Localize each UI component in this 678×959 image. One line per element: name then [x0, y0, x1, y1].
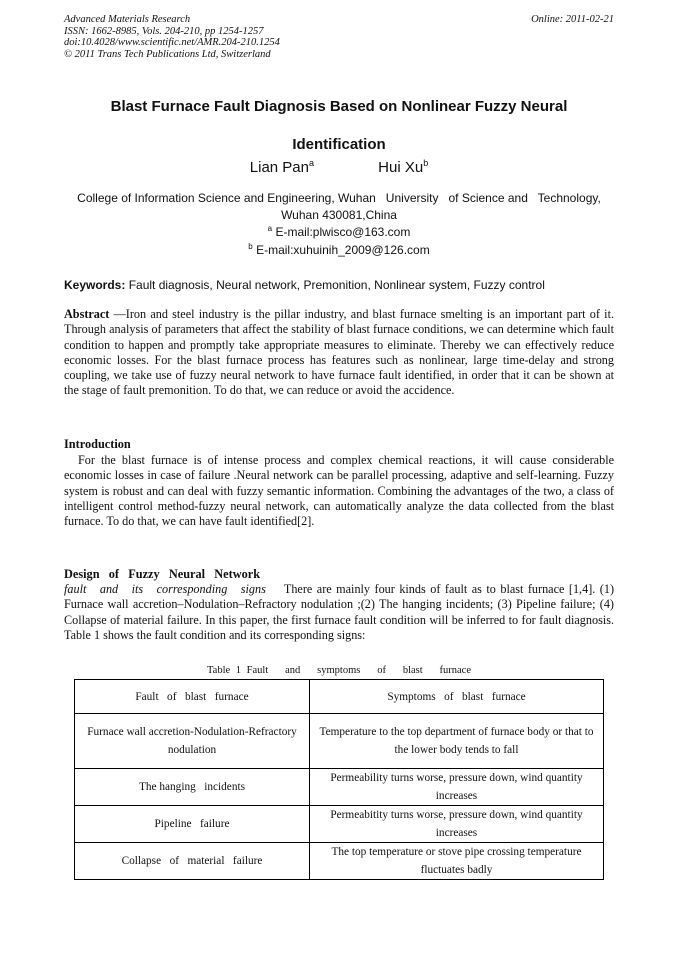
table-cell-fault: Collapse of material failure: [75, 843, 310, 880]
title-line-1: Blast Furnace Fault Diagnosis Based on Nonlinear Fuzzy Neural: [110, 98, 568, 115]
table-header-row: [75, 680, 604, 714]
email-a: [64, 224, 614, 239]
table-header-symptoms: Symptoms of blast furnace: [310, 680, 604, 714]
design-subheading: fault and its corresponding signs: [64, 582, 266, 596]
table-header-fault: Fault of blast furnace: [75, 680, 310, 714]
abstract: [64, 307, 614, 399]
table-row: [75, 769, 604, 806]
table-row: [75, 714, 604, 769]
intro-text: For the blast furnace is of intense process and complex chemical reactions, it will cause considerable economic losses in case of failure .Neural network can be parallel processing, adaptive and self-learning. Fuzzy system is robust and can deal with fuzzy semantic information. Combining the advantages of the two, a class of intelligent control method-fuzzy neural network, can automatically analyze the data collected from the blast furnace. To do that, we can have fault identified[2].: [64, 453, 614, 529]
affiliation-line-2: Wuhan 430081,China: [281, 208, 397, 222]
email-b: [64, 242, 614, 257]
author-2: [378, 159, 428, 176]
author-1-sup: a: [308, 158, 314, 168]
keywords-text: Fault diagnosis, Neural network, Premonition, Nonlinear system, Fuzzy control: [128, 278, 545, 292]
table-row: [75, 843, 604, 880]
table-cell-fault: Furnace wall accretion-Nodulation-Refractory nodulation: [75, 714, 310, 769]
paper-title: [64, 88, 614, 164]
journal-header: [64, 14, 614, 60]
affiliation: [64, 190, 614, 224]
table-cell-symptom: Permeability turns worse, pressure down, wind quantity increases: [310, 769, 604, 806]
journal-name: Advanced Materials Research: [64, 14, 191, 25]
table-cell-fault: Pipeline failure: [75, 806, 310, 843]
design-paragraph: [64, 582, 614, 643]
email-b-sup: b: [248, 242, 253, 251]
keywords: [64, 278, 614, 292]
fault-table: [74, 679, 604, 880]
online-date: Online: 2011-02-21: [531, 14, 614, 25]
authors: [64, 158, 614, 176]
table-row: [75, 806, 604, 843]
issn-line: ISSN: 1662-8985, Vols. 204-210, pp 1254-1257: [64, 25, 264, 37]
intro-heading: Introduction: [64, 437, 131, 451]
abstract-label: Abstract: [64, 307, 110, 321]
title-line-2: Identification: [292, 136, 386, 153]
design-heading: Design of Fuzzy Neural Network: [64, 567, 261, 581]
author-1-name: Lian Pan: [249, 159, 309, 176]
keywords-label: Keywords:: [64, 278, 126, 292]
email-a-text: E-mail:plwisco@163.com: [275, 225, 411, 239]
copyright-line: © 2011 Trans Tech Publications Ltd, Switzerland: [64, 48, 271, 60]
table-caption: Table 1 Fault and symptoms of blast furnace: [206, 665, 471, 676]
table-cell-symptom: Temperature to the top department of furnace body or that to the lower body tends to fall: [310, 714, 604, 769]
email-b-text: E-mail:xuhuinih_2009@126.com: [256, 243, 430, 257]
table-cell-fault: The hanging incidents: [75, 769, 310, 806]
author-1: [250, 159, 314, 176]
doi-line: doi:10.4028/www.scientific.net/AMR.204-210.1254: [64, 37, 280, 48]
email-a-sup: a: [267, 224, 273, 233]
table-cell-symptom: The top temperature or stove pipe crossing temperature fluctuates badly: [310, 843, 604, 880]
affiliation-line-1: College of Information Science and Engineering, Wuhan University of Science and Technology,: [77, 191, 601, 205]
abstract-text: —Iron and steel industry is the pillar industry, and blast furnace smelting is an important part of it. Through analysis of parameters that affect the stability of blast furnace conditions, we can determine which fault condition to happen and promptly take appropriate measures to eliminate. Thereby we can effectively reduce economic losses. For the blast furnace process has features such as nonlinear, large time-delay and strong coupling, we take use of fuzzy neural network to have furnace fault identified, in order that it can be shown at the stage of fault premonition. To do that, we can reduce or avoid the accidence.: [64, 307, 614, 398]
table-cell-symptom: Permeabitity turns worse, pressure down, wind quantity increases: [310, 806, 604, 843]
author-2-sup: b: [423, 158, 429, 168]
design-text: There are mainly four kinds of fault as to blast furnace [1,4]. (1) Furnace wall accretion–Nodulation–Refractory nodulation ;(2) The hanging incidents; (3) Pipeline failure; (4) Collapse of material failure. In this paper, the first furnace fault condition will be inferred to for fault diagnosis. Table 1 shows the fault condition and its corresponding signs:: [64, 582, 615, 642]
author-2-name: Hui Xu: [378, 159, 424, 176]
